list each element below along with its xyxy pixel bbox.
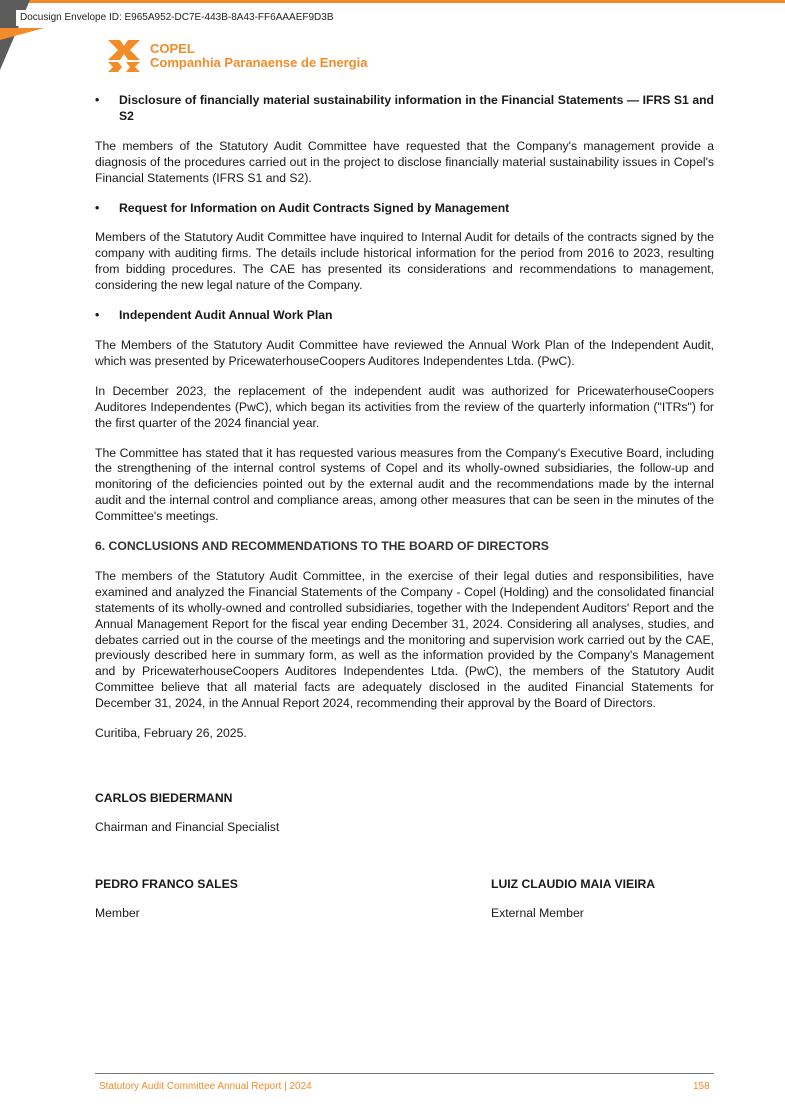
section-heading-work-plan	[95, 308, 714, 324]
signatory-name: PEDRO FRANCO SALES	[95, 877, 238, 891]
section-heading-audit-contracts	[95, 201, 714, 217]
top-accent-bar	[0, 0, 785, 3]
paragraph: Members of the Statutory Audit Committee have inquired to Internal Audit for details of the contracts signed by the company with auditing firms. The details include historical information for the period from 2016 to 2023, resulting from bidding procedures. The CAE has presented its considerations and recommendations to management, considering the new legal nature of the Company.	[95, 230, 714, 293]
paragraph: The members of the Statutory Audit Committee have requested that the Company's management provide a diagnosis of the procedures carried out in the project to disclose financially material sustainability issues in Copel's Financial Statements (IFRS S1 and S2).	[95, 138, 714, 185]
section-heading-sustainability	[95, 93, 714, 125]
paragraph: The Committee has stated that it has requested various measures from the Company's Executive Board, including the strengthening of the internal control systems of Copel and its wholly-owned subsidiaries, the follow-up and monitoring of the deficiencies pointed out by the external audit and the recommendations made by the internal audit and the internal control and compliance areas, among other measures that can be seen in the minutes of the Committee's meetings.	[95, 445, 714, 524]
logo-company-full: Companhia Paranaense de Energia	[150, 55, 368, 70]
signatory-name: LUIZ CLAUDIO MAIA VIEIRA	[491, 877, 656, 891]
signatory-role: External Member	[491, 906, 584, 920]
paragraph: The Members of the Statutory Audit Committee have reviewed the Annual Work Plan of the Independent Audit, which was presented by PricewaterhouseCoopers Auditores Independentes Ltda. (PwC).	[95, 337, 714, 368]
document-body	[95, 93, 714, 756]
place-date: Curitiba, February 26, 2025.	[95, 726, 247, 741]
heading-text: Request for Information on Audit Contracts Signed by Management	[119, 200, 510, 215]
page-number: 158	[693, 1081, 710, 1092]
footer-divider	[95, 1073, 714, 1074]
footer-title: Statutory Audit Committee Annual Report | 2024	[99, 1081, 312, 1092]
copel-logo-icon	[106, 38, 142, 74]
bullet-marker: •	[95, 200, 100, 215]
bullet-marker: •	[95, 308, 100, 323]
signatory-role: Chairman and Financial Specialist	[95, 820, 280, 834]
signatory-member	[95, 877, 238, 921]
bullet-marker: •	[95, 93, 100, 107]
heading-text: Disclosure of financially material sustainability information in the Financial Statements — IFRS S1 and S2	[119, 93, 714, 123]
paragraph: The members of the Statutory Audit Committee, in the exercise of their legal duties and responsibilities, have examined and analyzed the Financial Statements of the Company - Copel (Holding) and the consolidated financial statements of its wholly-owned and controlled subsidiaries, together with the Independent Auditors' Report and the Annual Management Report for the fiscal year ending December 31, 2024. Considering all analyses, studies, and debates carried out in the course of the meetings and the monitoring and supervision work carried out by the CAE, previously described here in summary form, as well as the information provided by the Company's Management and by PricewaterhouseCoopers Auditores Independentes Ltda. (PwC), the members of the Statutory Audit Committee believe that all material facts are adequately disclosed in the audited Financial Statements for December 31, 2024, in the Annual Report 2024, recommending their approval by the Board of Directors.	[95, 568, 714, 711]
section-heading-conclusions: 6. CONCLUSIONS AND RECOMMENDATIONS TO THE BOARD OF DIRECTORS	[95, 539, 549, 554]
signatory-chairman	[95, 791, 279, 835]
heading-text: Independent Audit Annual Work Plan	[119, 308, 333, 323]
copel-logo	[106, 38, 367, 74]
signatory-name: CARLOS BIEDERMANN	[95, 791, 233, 805]
paragraph: In December 2023, the replacement of the independent audit was authorized for PricewaterhouseCoopers Auditores Independentes (PwC), which began its activities from the review of the quarterly information ("ITRs") for the first quarter of the 2024 financial year.	[95, 383, 714, 430]
corner-accent	[0, 28, 44, 40]
signatory-role: Member	[95, 906, 140, 920]
logo-company-short: COPEL	[150, 41, 195, 56]
signatory-external-member	[491, 877, 655, 921]
docusign-envelope-id: Docusign Envelope ID: E965A952-DC7E-443B-8A43-FF6AAAEF9D3B	[16, 10, 338, 26]
